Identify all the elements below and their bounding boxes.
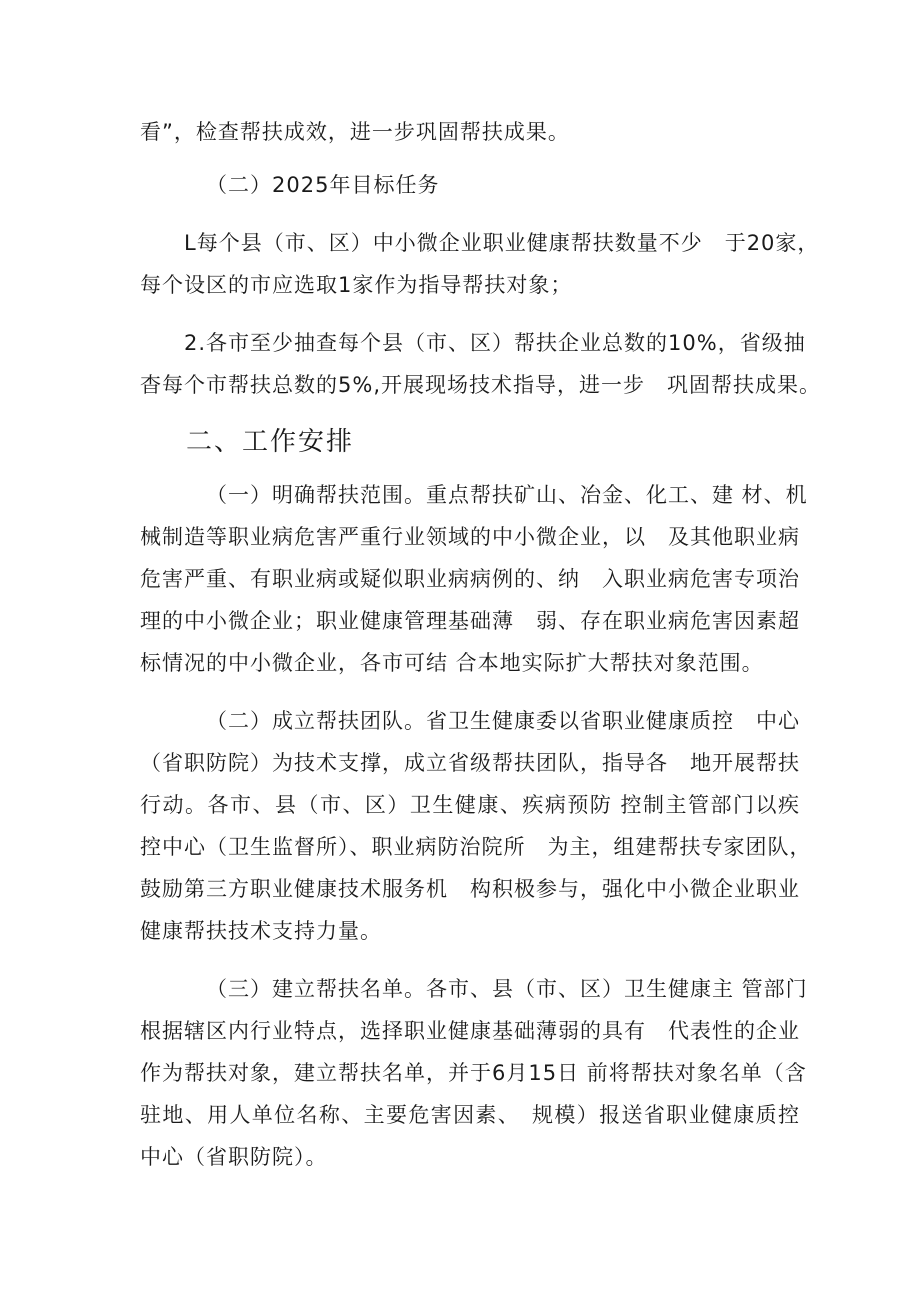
text-line: 行动。各市、县（市、区）卫生健康、疾病预防 控制主管部门以疾 [140, 793, 800, 817]
text-line: 看”，检查帮扶成效，进一步巩固帮扶成果。 [140, 120, 570, 144]
text-line: 健康帮扶技术支持力量。 [140, 919, 382, 943]
text-line: 杳每个市帮扶总数的5%,开展现场技术指导，进一步 巩固帮扶成果。 [140, 373, 821, 397]
text-line: L每个县（市、区）中小微企业职业健康帮扶数量不少 于20家， [184, 231, 820, 255]
text-line: （省职防院）为技术支撑，成立省级帮扶团队，指导各 地开展帮扶 [140, 751, 800, 775]
text-line: 中心（省职防院）。 [140, 1145, 328, 1169]
text-line: 鼓励第三方职业健康技术服务机 构积极参与，强化中小微企业职业 [140, 877, 800, 901]
text-line: （三）建立帮扶名单。各市、县（市、区）卫生健康主 管部门 [206, 977, 808, 1001]
section-heading-work-arrangement: 二、工作安排 [186, 427, 355, 457]
text-line: 械制造等职业病危害严重行业领域的中小微企业，以 及其他职业病 [140, 525, 800, 549]
text-line: 控中心（卫生监督所）、职业病防治院所 为主，组建帮扶专家团队， [140, 835, 812, 859]
text-line: 理的中小微企业；职业健康管理基础薄 弱、存在职业病危害因素超 [140, 609, 800, 633]
text-line: 标情况的中小微企业，各市可结 合本地实际扩大帮扶对象范围。 [140, 651, 764, 675]
text-line: 危害严重、有职业病或疑似职业病病例的、纳 入职业病危害专项治 [140, 567, 800, 591]
text-line: 根据辖区内行业特点，选择职业健康基础薄弱的具有 代表性的企业 [140, 1019, 800, 1043]
text-line: 作为帮扶对象，建立帮扶名单，并于6月15日 前将帮扶对象名单（含 [140, 1061, 807, 1085]
text-line: （一）明确帮扶范围。重点帮扶矿山、冶金、化工、建 材、机 [206, 483, 808, 507]
text-line: 2.各市至少抽查每个县（市、区）帮扶企业总数的10%，省级抽 [184, 331, 806, 355]
text-line: （二）成立帮扶团队。省卫生健康委以省职业健康质控 中心 [206, 709, 800, 733]
text-line: 每个设区的市应选取1家作为指导帮扶对象； [140, 273, 573, 297]
text-line: 驻地、用人单位名称、主要危害因素、 规模）报送省职业健康质控 [140, 1103, 800, 1127]
subheading-2025-targets: （二）2025年目标任务 [206, 173, 440, 197]
